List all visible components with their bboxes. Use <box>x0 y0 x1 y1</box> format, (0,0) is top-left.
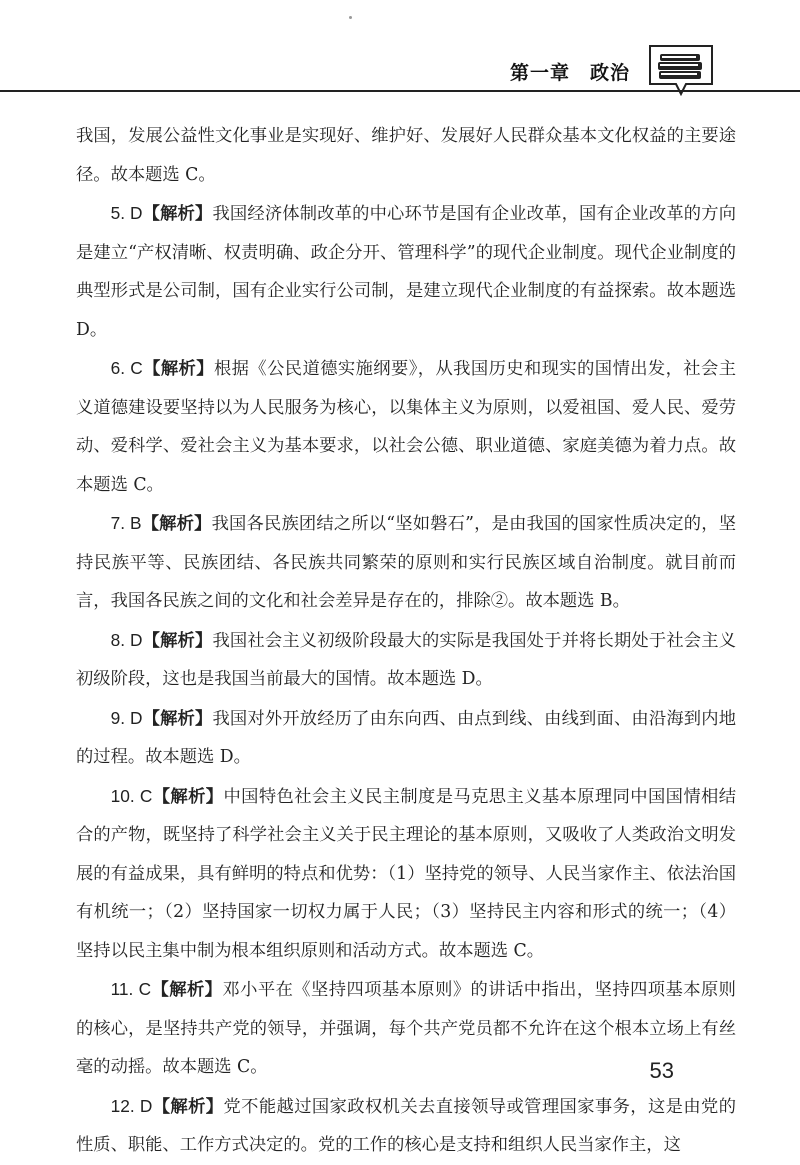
analysis-tag: 【解析】 <box>142 359 214 379</box>
analysis-tag: 【解析】 <box>152 1096 224 1117</box>
analysis-text: 我国经济体制改革的中心环节是国有企业改革，国有企业改革的方向是建立“产权清晰、权责明确、政企分开、管理科学”的现代企业制度。现代企业制度的典型形式是公司制，国有企业实行公司制，是建立现代企业制度的有益探索。故本题选 D。 <box>76 204 736 340</box>
analysis-tag: 【解析】 <box>141 514 212 534</box>
answer-label: 7. B <box>110 513 142 533</box>
answer-item <box>76 1087 736 1165</box>
page-header <box>0 52 800 94</box>
page-number: 53 <box>649 1058 674 1083</box>
analysis-text: 我国社会主义初级阶段最大的实际是我国处于并将长期处于社会主义初级阶段，这也是我国当前最大的国情。故本题选 D。 <box>76 630 736 689</box>
continued-paragraph: 我国，发展公益性文化事业是实现好、维护好、发展好人民群众基本文化权益的主要途径。故本题选 C。 <box>76 126 736 185</box>
answer-label: 5. D <box>110 203 143 223</box>
answer-label: 11. C <box>110 979 152 999</box>
analysis-text: 邓小平在《坚持四项基本原则》的讲话中指出，坚持四项基本原则的核心，是坚持共产党的领导，并强调，每个共产党员都不允许在这个根本立场上有丝毫的动摇。故本题选 C。 <box>76 980 736 1077</box>
answer-explanations <box>76 117 736 1165</box>
answer-item <box>76 621 736 699</box>
analysis-tag: 【解析】 <box>142 708 213 729</box>
analysis-text: 我国对外开放经历了由东向西、由点到线、由线到面、由沿海到内地的过程。故本题选 D。 <box>76 708 736 767</box>
answer-item <box>76 194 736 349</box>
chapter-title: 第一章 政治 <box>509 62 630 84</box>
answer-item <box>76 504 736 621</box>
analysis-text: 我国各民族团结之所以“坚如磐石”，是由我国的国家性质决定的，坚持民族平等、民族团结、各民族共同繁荣的原则和实行民族区域自治制度。就目前而言，我国各民族之间的文化和社会差异是存在的，排除②。故本题选 B。 <box>76 514 736 611</box>
analysis-tag: 【解析】 <box>151 980 223 1000</box>
answer-label: 9. D <box>110 707 143 728</box>
analysis-tag: 【解析】 <box>142 204 213 224</box>
analysis-text: 中国特色社会主义民主制度是马克思主义基本原理同中国国情相结合的产物，既坚持了科学社会主义关于民主理论的基本原则，又吸收了人类政治文明发展的有益成果，具有鲜明的特点和优势：（1）坚持党的领导、人民当家作主、依法治国有机统一；（2）坚持国家一切权力属于人民；（3）坚持民主内容和形式的统一；（4）坚持以民主集中制为根本组织原则和活动方式。故本题选 C。 <box>76 786 736 961</box>
books-icon <box>648 44 714 96</box>
analysis-tag: 【解析】 <box>142 630 213 651</box>
analysis-text: 根据《公民道德实施纲要》，从我国历史和现实的国情出发，社会主义道德建设要坚持以为人民服务为核心，以集体主义为原则，以爱祖国、爱人民、爱劳动、爱科学、爱社会主义为基本要求，以社会公德、职业道德、家庭美德为着力点。故本题选 C。 <box>76 359 736 495</box>
answer-item <box>76 777 736 971</box>
answer-label: 10. C <box>110 785 153 806</box>
answer-item <box>76 970 736 1087</box>
answer-label: 6. C <box>110 358 143 378</box>
analysis-tag: 【解析】 <box>152 786 224 807</box>
analysis-text: 党不能越过国家政权机关去直接领导或管理国家事务，这是由党的性质、职能、工作方式决定的。党的工作的核心是支持和组织人民当家作主，这 <box>76 1096 736 1155</box>
answer-item <box>76 349 736 504</box>
answer-item <box>76 699 736 777</box>
scan-mark <box>349 16 352 19</box>
header-rule <box>0 90 800 92</box>
answer-label: 12. D <box>110 1095 153 1116</box>
answer-label: 8. D <box>110 629 143 650</box>
